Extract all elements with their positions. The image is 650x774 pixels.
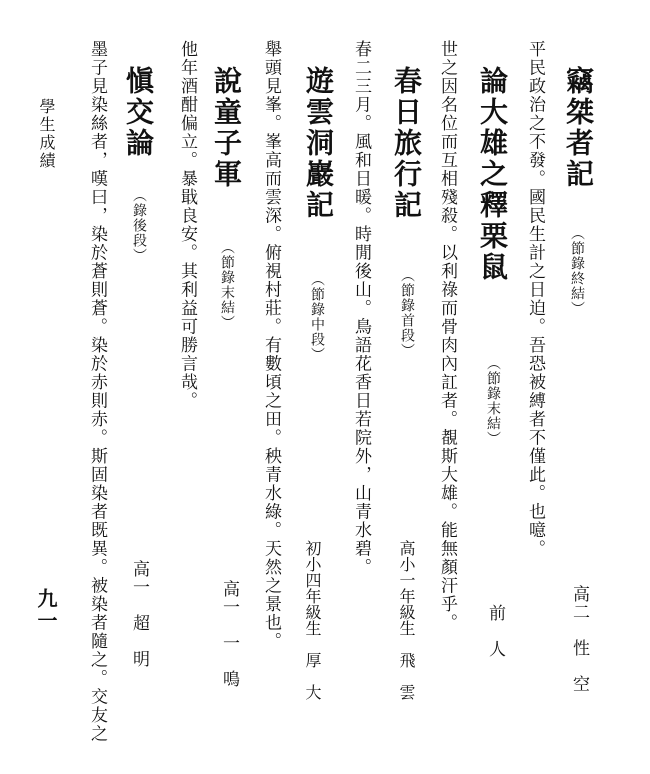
- essay-body-4: 舉頭見峯。峯高而雲深。俯視村莊。有數頃之田。秧青水綠。天然之景也。: [261, 40, 281, 651]
- essay-title-3: 春日旅行記: [390, 66, 423, 221]
- author-2: 前 人: [485, 604, 505, 658]
- excerpt-note-6: （錄後段）: [131, 188, 147, 263]
- essay-title-6: 愼交論: [122, 66, 155, 159]
- page-number: 九一: [34, 588, 58, 632]
- excerpt-note-4: （節錄中段）: [309, 272, 325, 362]
- excerpt-note-3: （節錄首段）: [399, 268, 415, 358]
- essay-title-4: 遊雲洞巖記: [302, 66, 335, 221]
- essay-body-5: 他年酒酣偏立。暴戢良安。其利益可勝言哉。: [177, 40, 197, 410]
- author-3: 高小一年級生 飛 雲: [397, 540, 416, 700]
- essay-title-1: 竊桀者記: [562, 66, 595, 190]
- essay-title-2: 論大雄之釋栗鼠: [476, 66, 509, 283]
- essay-body-1: 平民政治之不發。國民生計之日迫。吾恐被縛者不僅此。也噫。: [525, 40, 545, 558]
- author-4: 初小四年級生 厚 大: [303, 540, 322, 700]
- excerpt-note-1: （節錄終結）: [569, 226, 585, 316]
- running-head: 學生成績: [37, 98, 56, 170]
- essay-body-2: 世之因名位而互相殘殺。以利祿而骨肉內訌者。覩斯大雄。能無顏汗乎。: [437, 40, 457, 632]
- essay-body-3: 春二三月。風和日暖。時閒後山。鳥語花香日若院外，山青水碧。: [351, 40, 371, 577]
- excerpt-note-2: （節錄末結）: [485, 356, 501, 446]
- essay-title-5: 說童子軍: [210, 66, 243, 190]
- excerpt-note-5: （節錄末結）: [219, 240, 235, 330]
- author-5: 高一 一 鳴: [219, 580, 239, 688]
- author-6: 高一 超 明: [129, 560, 149, 668]
- essay-body-6: 墨子見染絲者，嘆曰，染於蒼則蒼。染於赤則赤。斯固染者既異。被染者隨之。交友之: [87, 40, 107, 743]
- author-1: 高二 性 空: [569, 585, 589, 693]
